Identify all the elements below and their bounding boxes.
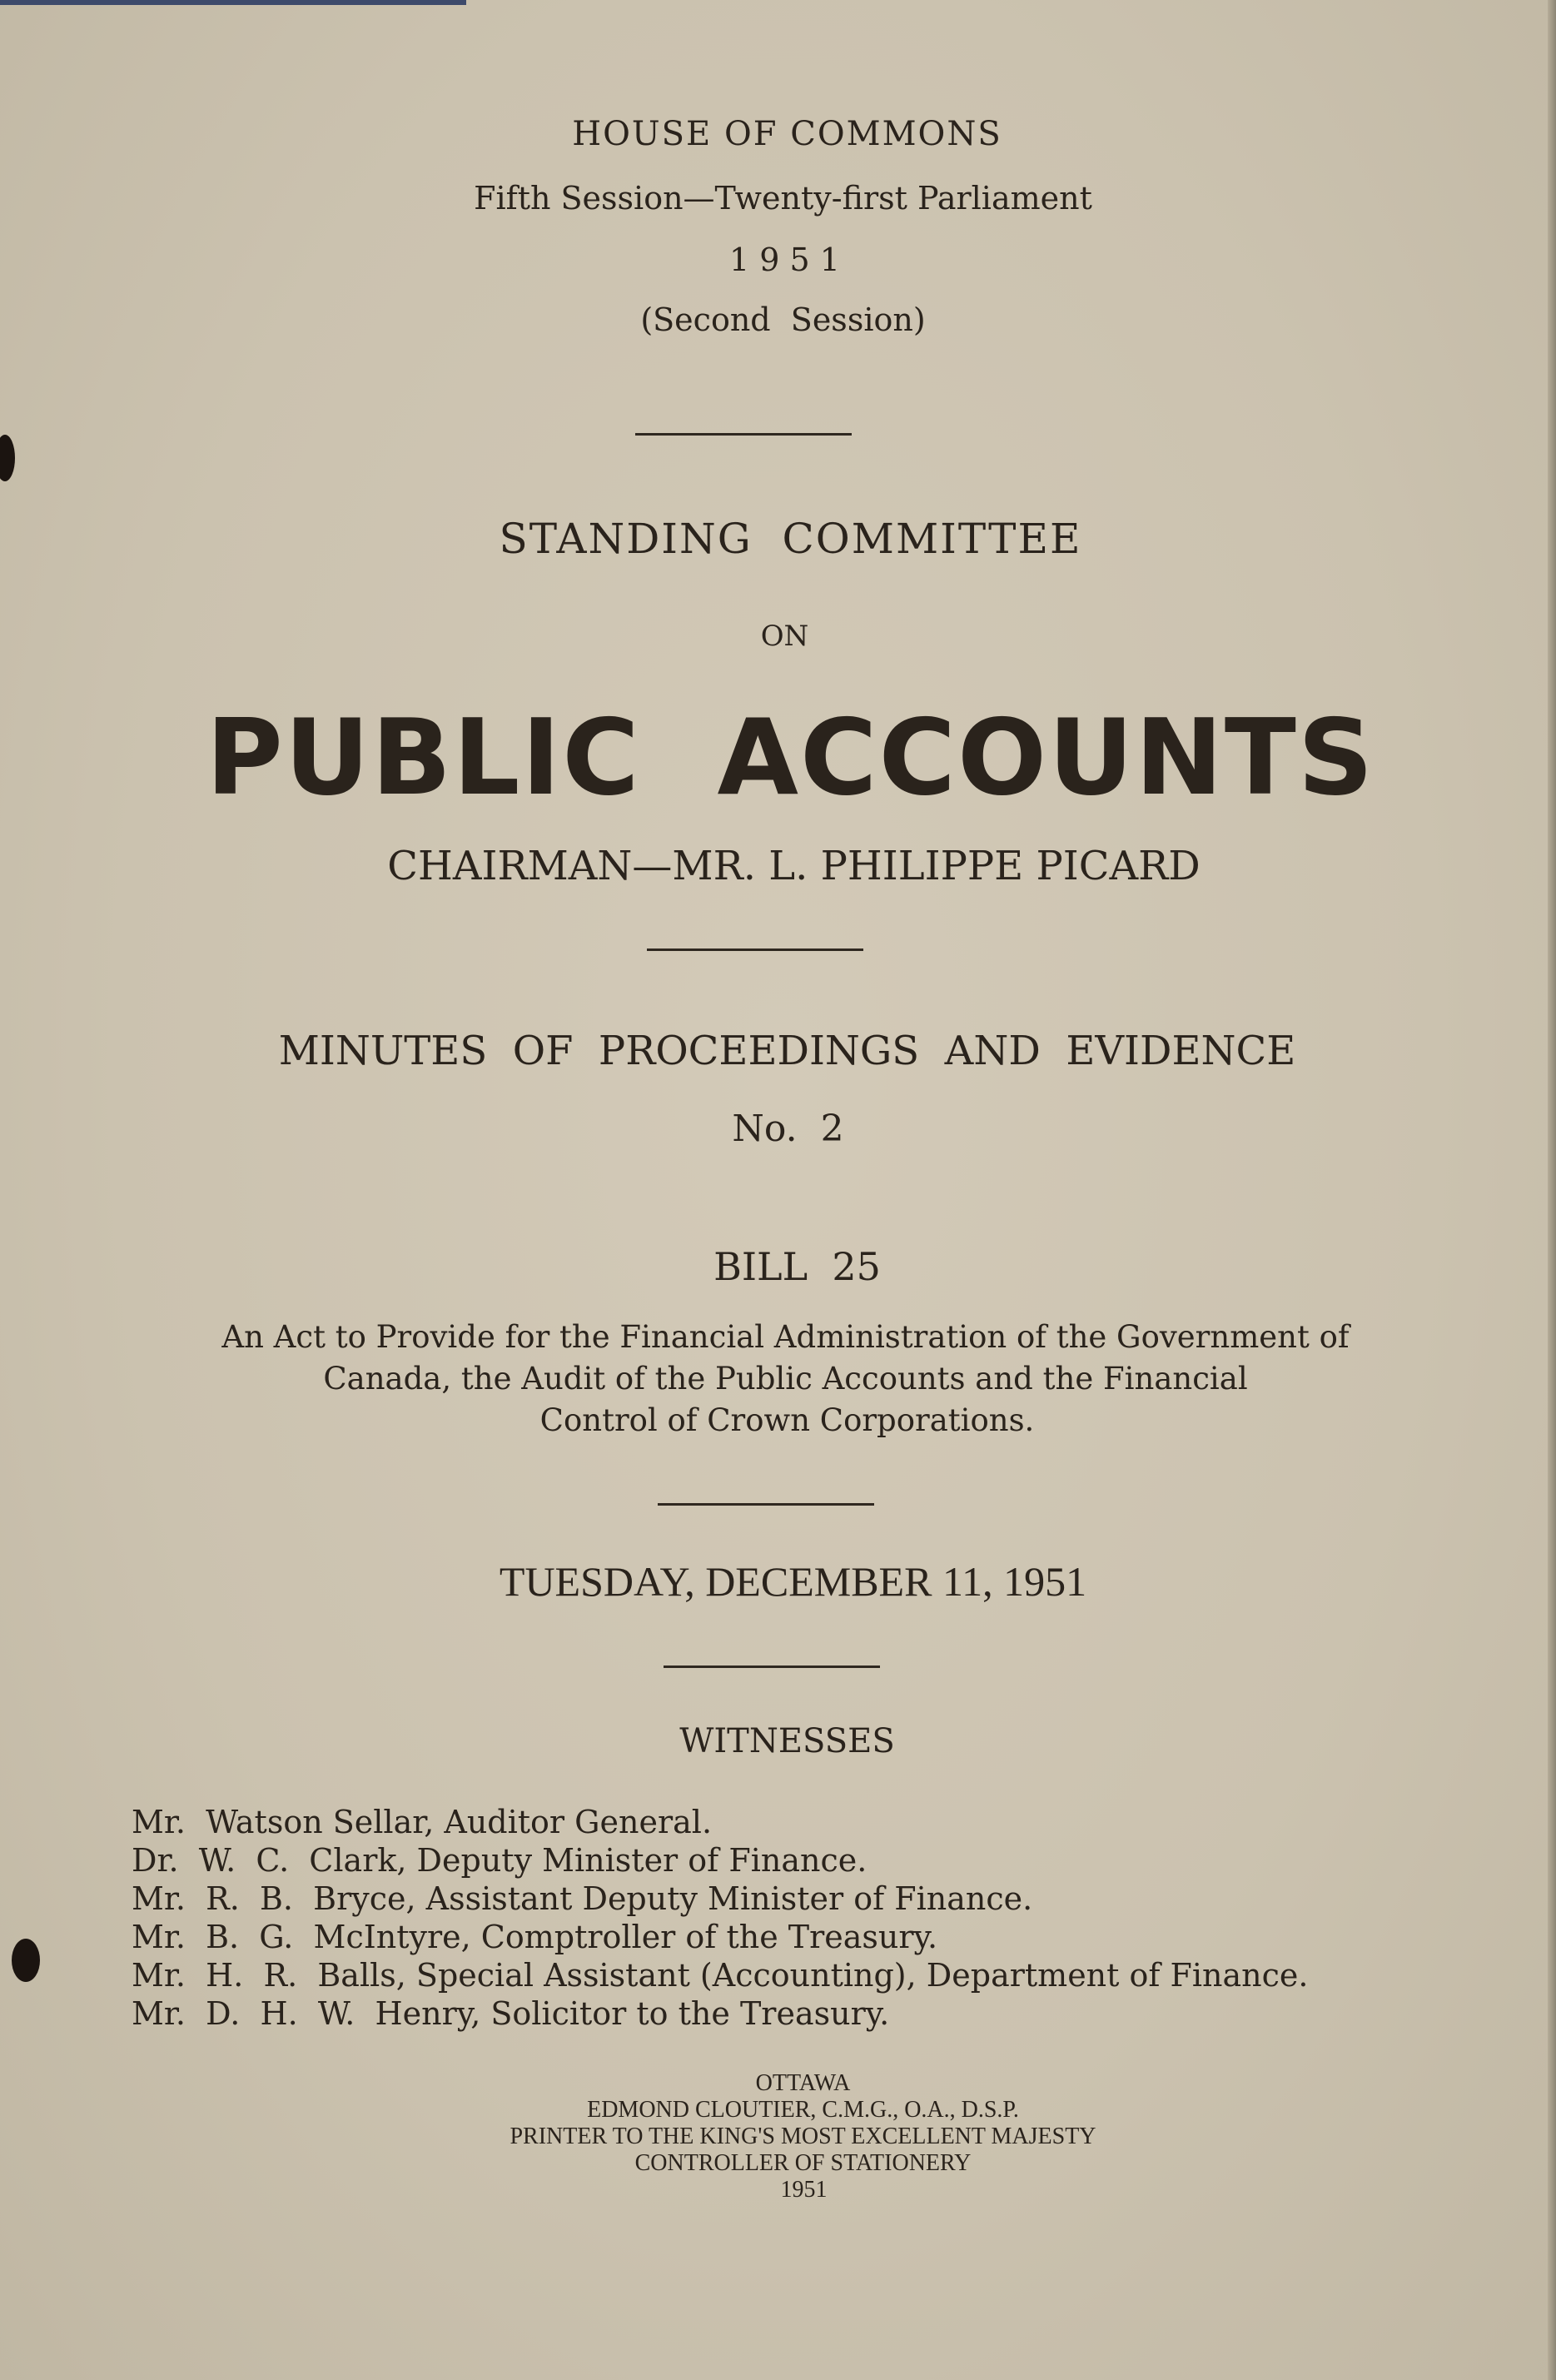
bill-description-line-1: An Act to Provide for the Financial Administration of the Government of <box>221 1319 1350 1355</box>
committee-name: PUBLIC ACCOUNTS <box>206 696 1375 819</box>
minutes-heading: MINUTES OF PROCEEDINGS AND EVIDENCE <box>278 1028 1296 1074</box>
divider-2 <box>647 949 863 951</box>
divider-4 <box>664 1666 880 1668</box>
witness-item: Mr. H. R. Balls, Special Assistant (Accounting), Department of Finance. <box>132 1957 1309 1994</box>
standing-committee-heading: STANDING COMMITTEE <box>499 515 1082 563</box>
bill-heading: BILL 25 <box>713 1244 881 1289</box>
divider-1 <box>635 433 852 436</box>
bill-description-line-2: Canada, the Audit of the Public Accounts and the Financial <box>323 1361 1248 1397</box>
divider-3 <box>658 1503 874 1506</box>
witness-item: Mr. B. G. McIntyre, Comptroller of the Treasury. <box>132 1919 938 1955</box>
witness-item: Mr. Watson Sellar, Auditor General. <box>132 1804 713 1840</box>
witnesses-heading: WITNESSES <box>679 1722 895 1760</box>
witness-item: Mr. D. H. W. Henry, Solicitor to the Treasury. <box>132 1995 890 2032</box>
punch-hole-top <box>0 435 15 481</box>
meeting-date: TUESDAY, DECEMBER 11, 1951 <box>499 1558 1087 1605</box>
second-session-line: (Second Session) <box>640 301 926 338</box>
cover-edge <box>0 0 466 5</box>
imprint-year: 1951 <box>780 2177 828 2203</box>
punch-hole-bottom <box>12 1939 40 1982</box>
imprint-city: OTTAWA <box>755 2070 851 2096</box>
imprint-role: PRINTER TO THE KING'S MOST EXCELLENT MAJESTY <box>510 2124 1096 2149</box>
issue-number: No. 2 <box>732 1108 844 1150</box>
witness-item: Dr. W. C. Clark, Deputy Minister of Finance. <box>132 1842 867 1879</box>
session-line: Fifth Session—Twenty-first Parliament <box>474 180 1092 217</box>
house-heading: HOUSE OF COMMONS <box>572 115 1002 153</box>
year-line: 1 9 5 1 <box>729 241 840 278</box>
on-heading: ON <box>760 620 809 653</box>
bill-description-line-3: Control of Crown Corporations. <box>539 1402 1035 1438</box>
imprint-controller: CONTROLLER OF STATIONERY <box>634 2150 972 2176</box>
witness-item: Mr. R. B. Bryce, Assistant Deputy Minister of Finance. <box>132 1880 1033 1917</box>
page-edge <box>1548 0 1556 2380</box>
chairman-line: CHAIRMAN—MR. L. PHILIPPE PICARD <box>387 843 1201 889</box>
imprint-printer: EDMOND CLOUTIER, C.M.G., O.A., D.S.P. <box>587 2097 1019 2123</box>
